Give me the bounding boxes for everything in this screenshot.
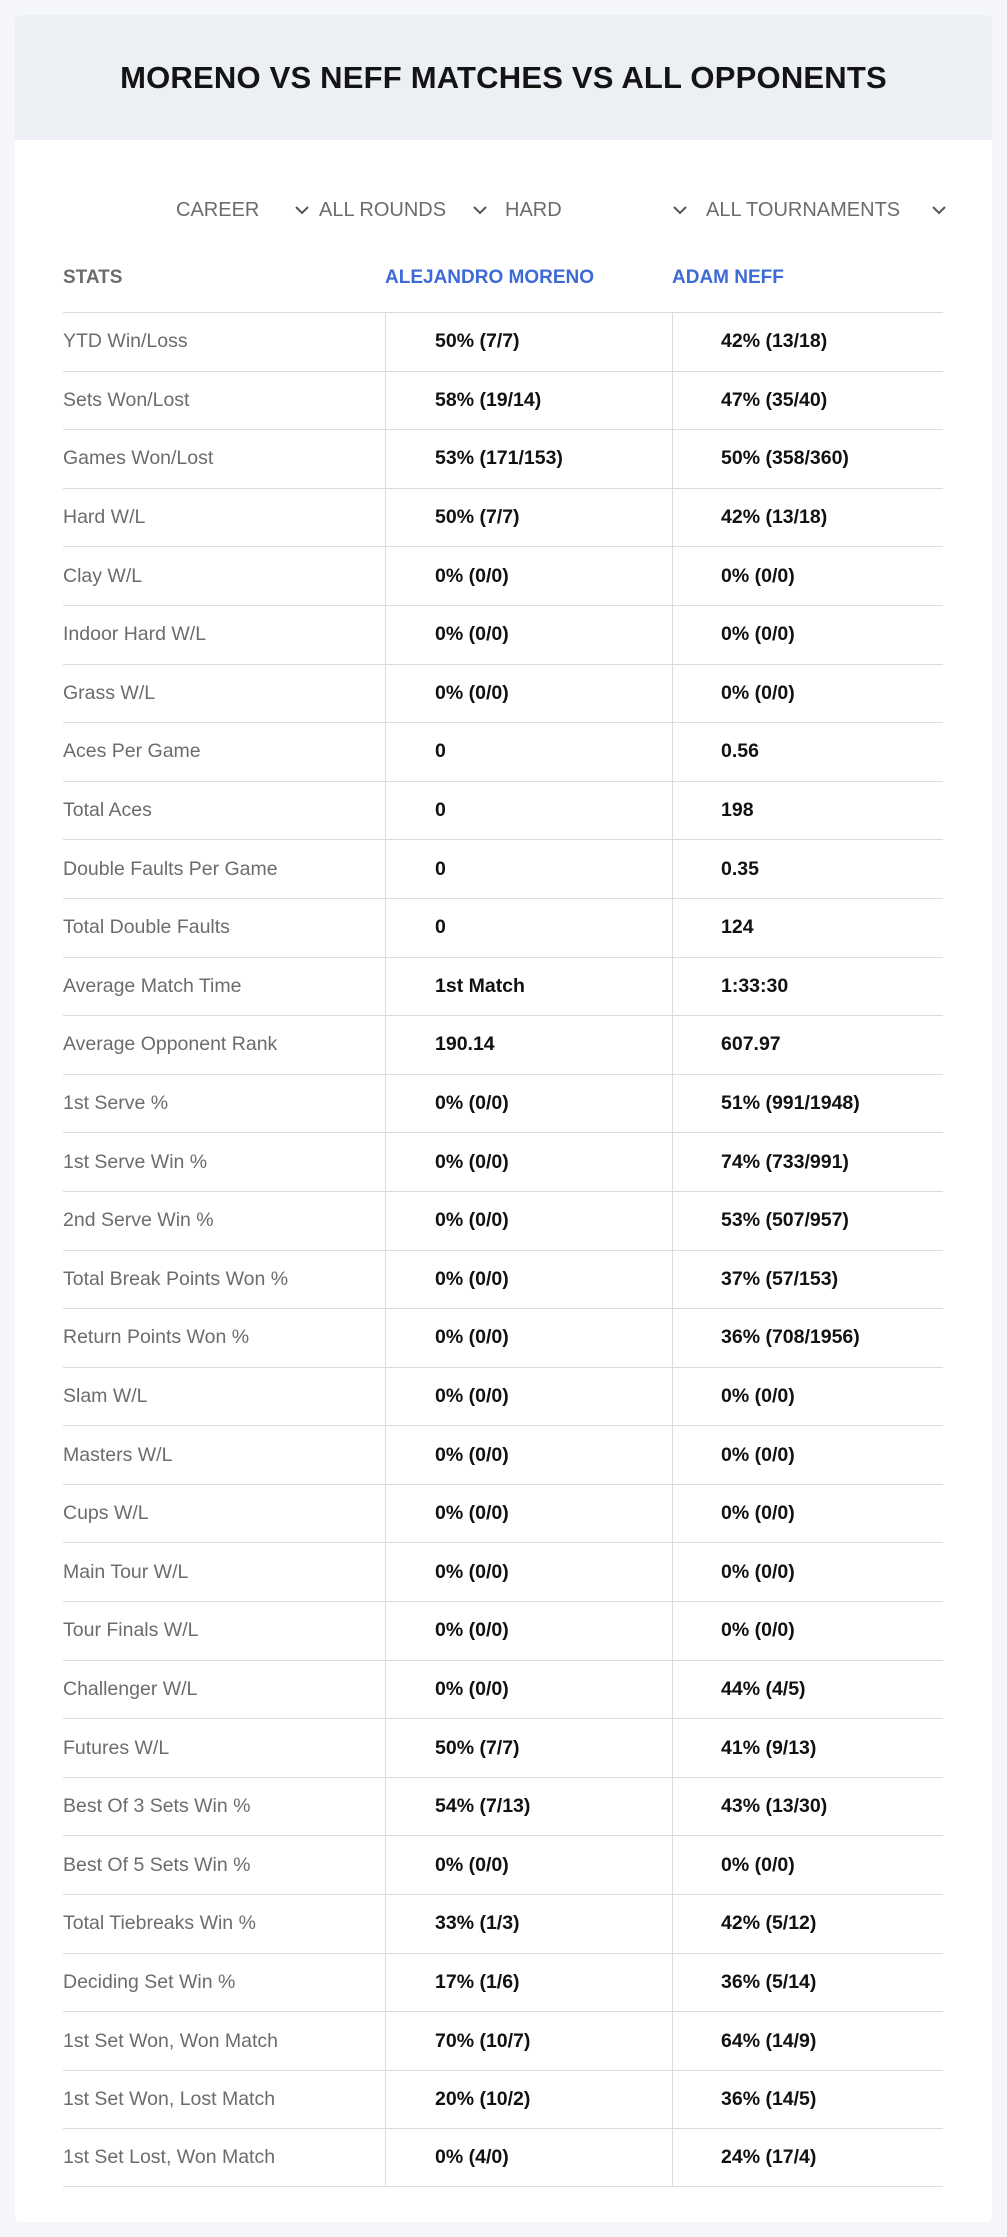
player2-value: 0% (0/0) xyxy=(672,1543,943,1601)
surface-filter[interactable] xyxy=(505,190,562,230)
table-row xyxy=(63,312,943,371)
player2-value: 0% (0/0) xyxy=(672,547,943,605)
player1-value: 0% (0/0) xyxy=(385,1251,672,1309)
player1-value: 0% (0/0) xyxy=(385,1485,672,1543)
table-row xyxy=(63,839,943,898)
table-row xyxy=(63,1894,943,1953)
player1-value: 0% (0/0) xyxy=(385,665,672,723)
player2-value: 41% (9/13) xyxy=(672,1719,943,1777)
player1-value: 20% (10/2) xyxy=(385,2071,672,2129)
stat-label: 1st Serve % xyxy=(63,1092,169,1115)
player1-value: 0% (0/0) xyxy=(385,1192,672,1250)
stat-label: Total Aces xyxy=(63,799,152,822)
stat-label: Aces Per Game xyxy=(63,740,201,763)
stat-label: Masters W/L xyxy=(63,1443,173,1466)
stat-label: Average Match Time xyxy=(63,974,242,997)
table-row xyxy=(63,898,943,957)
table-row xyxy=(63,1953,943,2012)
player2-value: 0% (0/0) xyxy=(672,1836,943,1894)
stat-label: Sets Won/Lost xyxy=(63,388,190,411)
stat-label: 1st Set Won, Lost Match xyxy=(63,2088,276,2111)
chevron-down-icon xyxy=(669,199,691,221)
stat-label: Futures W/L xyxy=(63,1736,170,1759)
tournaments-filter-value: ALL TOURNAMENTS xyxy=(706,198,901,221)
player1-value: 1st Match xyxy=(385,958,672,1016)
table-row xyxy=(63,1718,943,1777)
stat-label: Deciding Set Win % xyxy=(63,1970,236,1993)
player1-value: 54% (7/13) xyxy=(385,1778,672,1836)
player1-value: 0% (0/0) xyxy=(385,1133,672,1191)
stat-label: Tour Finals W/L xyxy=(63,1619,199,1642)
player2-value: 53% (507/957) xyxy=(672,1192,943,1250)
table-row xyxy=(63,1191,943,1250)
player2-value: 607.97 xyxy=(672,1016,943,1074)
table-row xyxy=(63,664,943,723)
player2-value: 24% (17/4) xyxy=(672,2129,943,2186)
stat-label: Slam W/L xyxy=(63,1384,148,1407)
player2-value: 1:33:30 xyxy=(672,958,943,1016)
period-filter[interactable] xyxy=(176,190,259,230)
table-row xyxy=(63,2128,943,2187)
player1-value: 0 xyxy=(385,840,672,898)
player2-value: 42% (13/18) xyxy=(672,313,943,371)
table-row xyxy=(63,1777,943,1836)
surface-filter-value: HARD xyxy=(505,198,562,221)
stat-label: Hard W/L xyxy=(63,506,146,529)
chevron-down-icon xyxy=(291,199,313,221)
player2-value: 74% (733/991) xyxy=(672,1133,943,1191)
player1-value: 0 xyxy=(385,899,672,957)
stat-label: Main Tour W/L xyxy=(63,1560,189,1583)
stat-label: 1st Serve Win % xyxy=(63,1150,208,1173)
player2-value: 0% (0/0) xyxy=(672,1426,943,1484)
player2-value: 0.56 xyxy=(672,723,943,781)
table-row xyxy=(63,1074,943,1133)
player1-value: 0% (4/0) xyxy=(385,2129,672,2186)
player1-value: 0% (0/0) xyxy=(385,1661,672,1719)
player1-value: 0% (0/0) xyxy=(385,1075,672,1133)
table-header xyxy=(15,255,992,310)
player1-value: 53% (171/153) xyxy=(385,430,672,488)
table-row xyxy=(63,371,943,430)
player2-value: 64% (14/9) xyxy=(672,2012,943,2070)
player2-value: 36% (708/1956) xyxy=(672,1309,943,1367)
stat-label: Grass W/L xyxy=(63,681,156,704)
table-row xyxy=(63,429,943,488)
stat-label: Cups W/L xyxy=(63,1502,149,1525)
chevron-down-icon xyxy=(928,199,950,221)
player1-value: 0% (0/0) xyxy=(385,1602,672,1660)
player2-value: 44% (4/5) xyxy=(672,1661,943,1719)
player2-value: 0% (0/0) xyxy=(672,1602,943,1660)
stats-column-header: STATS xyxy=(63,267,123,288)
player1-value: 0% (0/0) xyxy=(385,1543,672,1601)
player1-value: 0% (0/0) xyxy=(385,547,672,605)
stat-label: Best Of 5 Sets Win % xyxy=(63,1853,251,1876)
player1-value: 50% (7/7) xyxy=(385,313,672,371)
table-row xyxy=(63,781,943,840)
player1-value: 0% (0/0) xyxy=(385,606,672,664)
player2-value: 51% (991/1948) xyxy=(672,1075,943,1133)
chevron-down-icon xyxy=(469,199,491,221)
stat-label: YTD Win/Loss xyxy=(63,330,188,353)
stat-label: Average Opponent Rank xyxy=(63,1033,278,1056)
player1-value: 0% (0/0) xyxy=(385,1368,672,1426)
table-row xyxy=(63,1425,943,1484)
player2-value: 0% (0/0) xyxy=(672,1485,943,1543)
player1-value: 0% (0/0) xyxy=(385,1309,672,1367)
table-row xyxy=(63,1484,943,1543)
player1-value: 58% (19/14) xyxy=(385,372,672,430)
player1-value: 17% (1/6) xyxy=(385,1954,672,2012)
player2-column-header[interactable]: ADAM NEFF xyxy=(672,267,784,288)
player1-value: 0% (0/0) xyxy=(385,1836,672,1894)
filter-bar xyxy=(15,190,992,230)
tournaments-filter[interactable] xyxy=(706,190,900,230)
table-row xyxy=(63,1308,943,1367)
stats-table-body xyxy=(63,312,943,2187)
stat-label: Return Points Won % xyxy=(63,1326,250,1349)
player1-value: 0 xyxy=(385,723,672,781)
period-filter-value: CAREER xyxy=(176,198,260,221)
stat-label: Indoor Hard W/L xyxy=(63,623,207,646)
table-row xyxy=(63,1132,943,1191)
stat-label: 1st Set Won, Won Match xyxy=(63,2029,278,2052)
player1-value: 190.14 xyxy=(385,1016,672,1074)
table-row xyxy=(63,1601,943,1660)
page-title: MORENO VS NEFF MATCHES VS ALL OPPONENTS xyxy=(120,59,887,95)
table-row xyxy=(63,1835,943,1894)
table-row xyxy=(63,488,943,547)
rounds-filter-value: ALL ROUNDS xyxy=(319,198,447,221)
player1-value: 70% (10/7) xyxy=(385,2012,672,2070)
table-row xyxy=(63,1015,943,1074)
stat-label: Total Break Points Won % xyxy=(63,1267,289,1290)
rounds-filter[interactable] xyxy=(319,190,446,230)
table-row xyxy=(63,1367,943,1426)
stat-label: 2nd Serve Win % xyxy=(63,1209,214,1232)
player2-value: 42% (13/18) xyxy=(672,489,943,547)
player2-value: 47% (35/40) xyxy=(672,372,943,430)
stat-label: Games Won/Lost xyxy=(63,447,214,470)
table-row xyxy=(63,546,943,605)
stats-card xyxy=(15,15,992,2222)
player2-value: 43% (13/30) xyxy=(672,1778,943,1836)
table-row xyxy=(63,722,943,781)
table-row xyxy=(63,1250,943,1309)
player1-value: 0 xyxy=(385,782,672,840)
player2-value: 0% (0/0) xyxy=(672,606,943,664)
player2-value: 42% (5/12) xyxy=(672,1895,943,1953)
table-row xyxy=(63,957,943,1016)
player2-value: 37% (57/153) xyxy=(672,1251,943,1309)
player1-column-header[interactable]: ALEJANDRO MORENO xyxy=(385,267,595,288)
stat-label: Challenger W/L xyxy=(63,1677,198,1700)
table-row xyxy=(63,2011,943,2070)
stat-label: Clay W/L xyxy=(63,564,143,587)
stat-label: Total Tiebreaks Win % xyxy=(63,1912,256,1935)
player2-value: 124 xyxy=(672,899,943,957)
player1-value: 33% (1/3) xyxy=(385,1895,672,1953)
table-row xyxy=(63,1660,943,1719)
player2-value: 36% (5/14) xyxy=(672,1954,943,2012)
table-row xyxy=(63,605,943,664)
player1-value: 50% (7/7) xyxy=(385,1719,672,1777)
card-header xyxy=(15,15,992,140)
player1-value: 0% (0/0) xyxy=(385,1426,672,1484)
stat-label: Total Double Faults xyxy=(63,916,230,939)
player2-value: 50% (358/360) xyxy=(672,430,943,488)
player2-value: 0% (0/0) xyxy=(672,1368,943,1426)
player2-value: 0.35 xyxy=(672,840,943,898)
stat-label: Best Of 3 Sets Win % xyxy=(63,1795,251,1818)
player1-value: 50% (7/7) xyxy=(385,489,672,547)
stat-label: 1st Set Lost, Won Match xyxy=(63,2146,276,2169)
player2-value: 198 xyxy=(672,782,943,840)
table-row xyxy=(63,1542,943,1601)
table-row xyxy=(63,2070,943,2129)
player2-value: 36% (14/5) xyxy=(672,2071,943,2129)
player2-value: 0% (0/0) xyxy=(672,665,943,723)
stat-label: Double Faults Per Game xyxy=(63,857,278,880)
